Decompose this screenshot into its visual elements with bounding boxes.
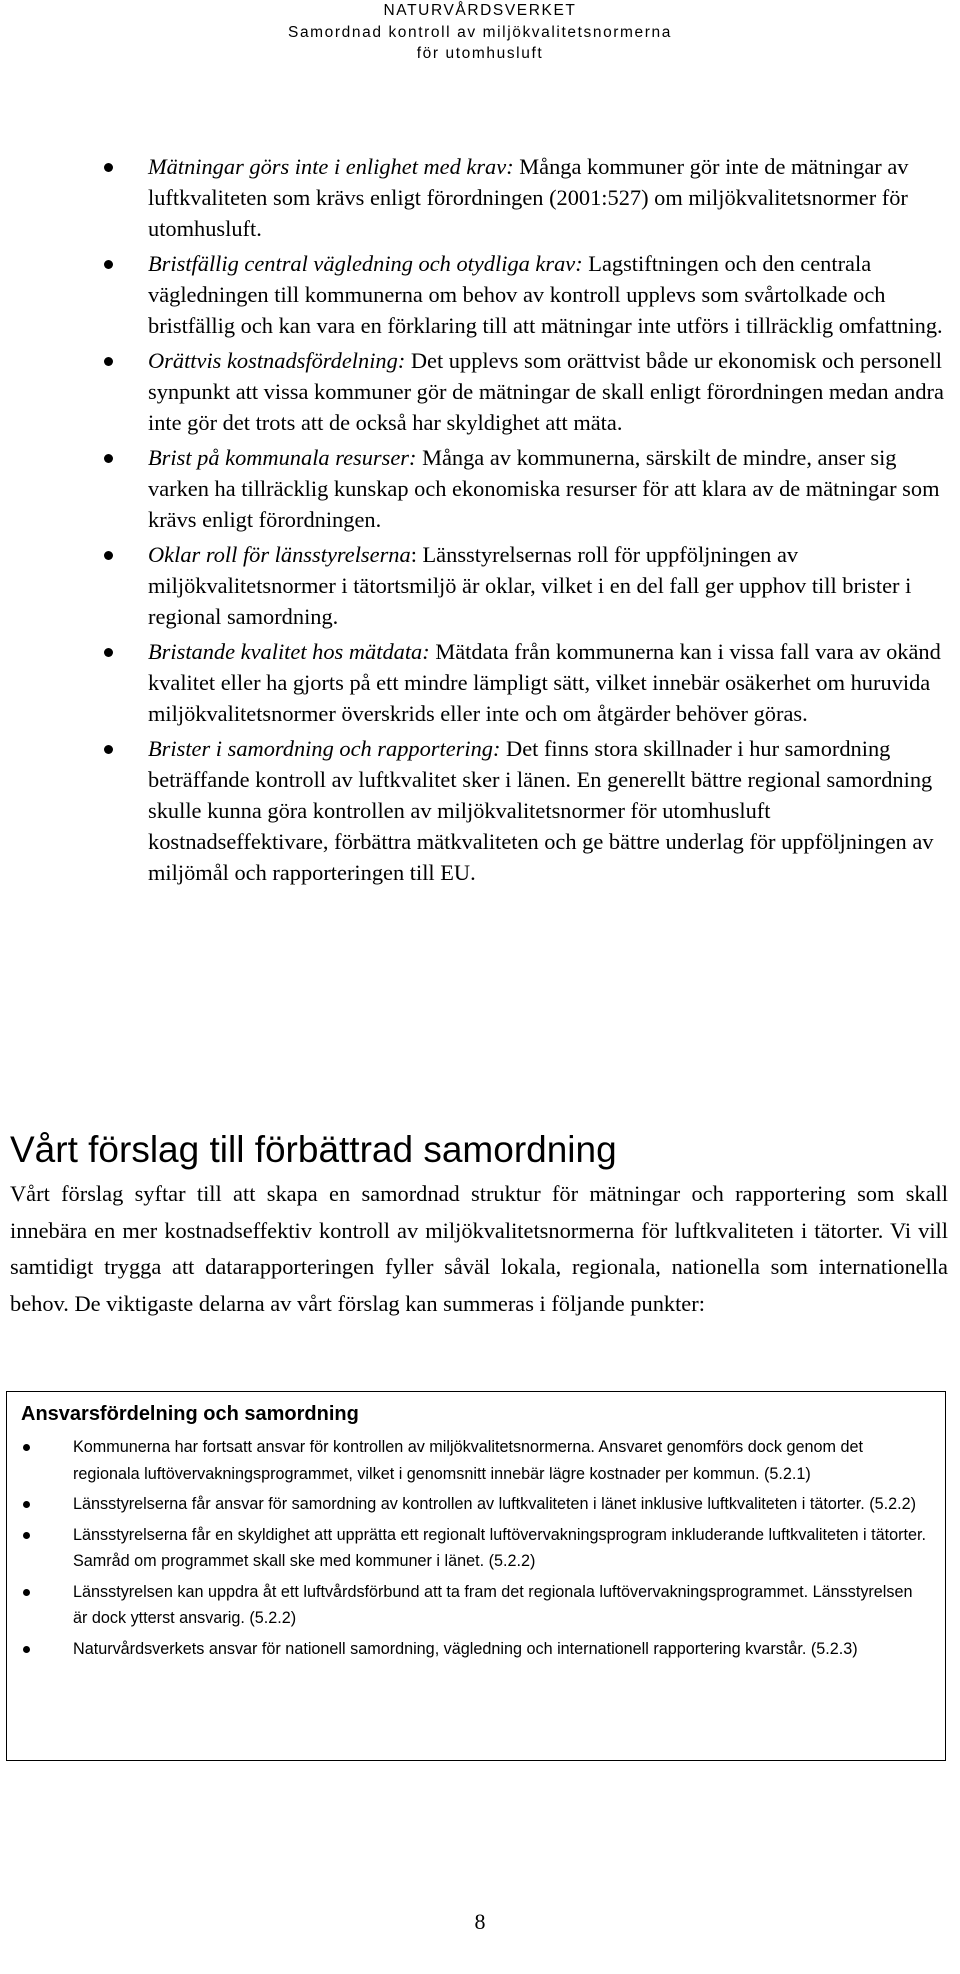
item-lead: Oklar roll för länsstyrelserna <box>148 542 411 567</box>
bullet-icon <box>104 260 113 269</box>
item-text: Det finns stora skillnader i hur samordning beträffande kontroll av luftkvalitet sker i länen. En generellt bättre regional samordning skulle kunna göra kontrollen av miljökvalitetsnormer för utomhusluft kostnadseffektivare, förbättra mätkvaliteten och ge bättre underlag för uppföljningen av miljömål och rapporteringen till EU. <box>148 736 934 885</box>
item-text: Det upplevs som orättvist både ur ekonomisk och personell synpunkt att vissa kommuner gör de mätningar de skall enligt förordningen medan andra inte gör det trots att de också har skyldighet att mäta. <box>148 348 944 435</box>
item-text: Länsstyrelsen kan uppdra åt ett luftvårdsförbund att ta fram det regionala luftövervakningsprogrammet. Länsstyrelsen är dock ytterst ansvarig. (5.2.2) <box>73 1582 913 1627</box>
bullet-icon <box>104 163 113 172</box>
section-intro: Vårt förslag syftar till att skapa en samordnad struktur för mätningar och rapportering som skall innebära en mer kostnadseffektiv kontroll av miljökvalitetsnormerna för luftkvaliteten i tätorter. Vi vill samtidigt trygga att datarapporteringen fyller såväl lokala, regionala, nationella som internationella behov. De viktigaste delarna av vårt förslag kan summeras i följande punkter: <box>10 1181 948 1316</box>
item-text: Länsstyrelserna får ansvar för samordning av kontrollen av luftkvaliteten i länet inklusive luftkvaliteten i tätorter. (5.2.2) <box>73 1495 917 1513</box>
item-lead: Brist på kommunala resurser: <box>148 445 417 470</box>
header-org: NATURVÅRDSVERKET <box>383 2 577 19</box>
box-list <box>21 1434 931 1662</box>
item-text: : Länsstyrelsernas roll för uppföljningen av miljökvalitetsnormer i tätortsmiljö är oklar, vilket i en del fall ger upphov till brister i regional samordning. <box>148 542 912 629</box>
bullet-icon <box>23 1501 30 1508</box>
bullet-icon <box>104 357 113 366</box>
bullet-icon <box>104 745 113 754</box>
item-lead: Bristande kvalitet hos mätdata: <box>148 639 430 664</box>
item-text: Länsstyrelserna får en skyldighet att upprätta ett regionalt luftövervakningsprogram inkluderande luftkvaliteten i tätorter. Samråd om programmet skall ske med kommuner i länet. (5.2.2) <box>73 1525 927 1570</box>
list-item <box>100 345 956 438</box>
list-item <box>100 733 956 888</box>
bullet-icon <box>23 1646 30 1653</box>
list-item <box>21 1491 931 1518</box>
bullet-icon <box>104 648 113 657</box>
summary-box <box>6 1391 946 1761</box>
page-number: 8 <box>474 1909 486 1934</box>
item-text: Mätdata från kommunerna kan i vissa fall vara av okänd kvalitet eller ha gjorts på ett mindre lämpligt sätt, vilket innebär osäkerhet om huruvida miljökvalitetsnormer överskrids eller inte och om åtgärder behöver göras. <box>148 639 941 726</box>
list-item <box>100 248 956 341</box>
list-item <box>100 539 956 632</box>
list-item <box>21 1434 931 1487</box>
box-title: Ansvarsfördelning och samordning <box>21 1403 359 1425</box>
list-item <box>21 1636 931 1663</box>
item-lead: Bristfällig central vägledning och otydliga krav: <box>148 251 583 276</box>
list-item <box>100 151 956 244</box>
list-item <box>21 1522 931 1575</box>
item-text: Många kommuner gör inte de mätningar av luftkvaliteten som krävs enligt förordningen (2001:527) om miljökvalitetsnormer för utomhusluft. <box>148 154 909 241</box>
list-item <box>21 1579 931 1632</box>
bullet-icon <box>23 1444 30 1451</box>
item-text: Kommunerna har fortsatt ansvar för kontrollen av miljökvalitetsnormerna. Ansvaret genomförs dock genom det regionala luftövervakningsprogrammet, vilket i genomsnitt innebär lägre kostnader per kommun. (5.2.1) <box>73 1438 863 1483</box>
section-title: Vårt förslag till förbättrad samordning <box>10 1129 617 1170</box>
list-item <box>100 442 956 535</box>
bullet-icon <box>104 454 113 463</box>
running-header <box>0 0 960 65</box>
problem-list <box>100 151 956 892</box>
header-subtitle: Samordnad kontroll av miljökvalitetsnormerna <box>288 23 672 41</box>
item-text: Lagstiftningen och den centrala vägledningen till kommunerna om behov av kontroll upplevs som svårtolkade och bristfällig och kan vara en förklaring till att mätningar inte utförs i tillräcklig omfattning. <box>148 251 943 338</box>
item-lead: Brister i samordning och rapportering: <box>148 736 501 761</box>
item-lead: Mätningar görs inte i enlighet med krav: <box>148 154 514 179</box>
header-subtitle-2: för utomhusluft <box>416 45 544 62</box>
bullet-icon <box>104 551 113 560</box>
item-text: Naturvårdsverkets ansvar för nationell samordning, vägledning och internationell rapportering kvarstår. (5.2.3) <box>73 1639 858 1658</box>
item-text: Många av kommunerna, särskilt de mindre, anser sig varken ha tillräcklig kunskap och ekonomiska resurser för att klara av de mätningar som krävs enligt förordningen. <box>148 445 940 532</box>
bullet-icon <box>23 1589 30 1596</box>
bullet-icon <box>23 1532 30 1539</box>
list-item <box>100 636 956 729</box>
item-lead: Orättvis kostnadsfördelning: <box>148 348 406 373</box>
